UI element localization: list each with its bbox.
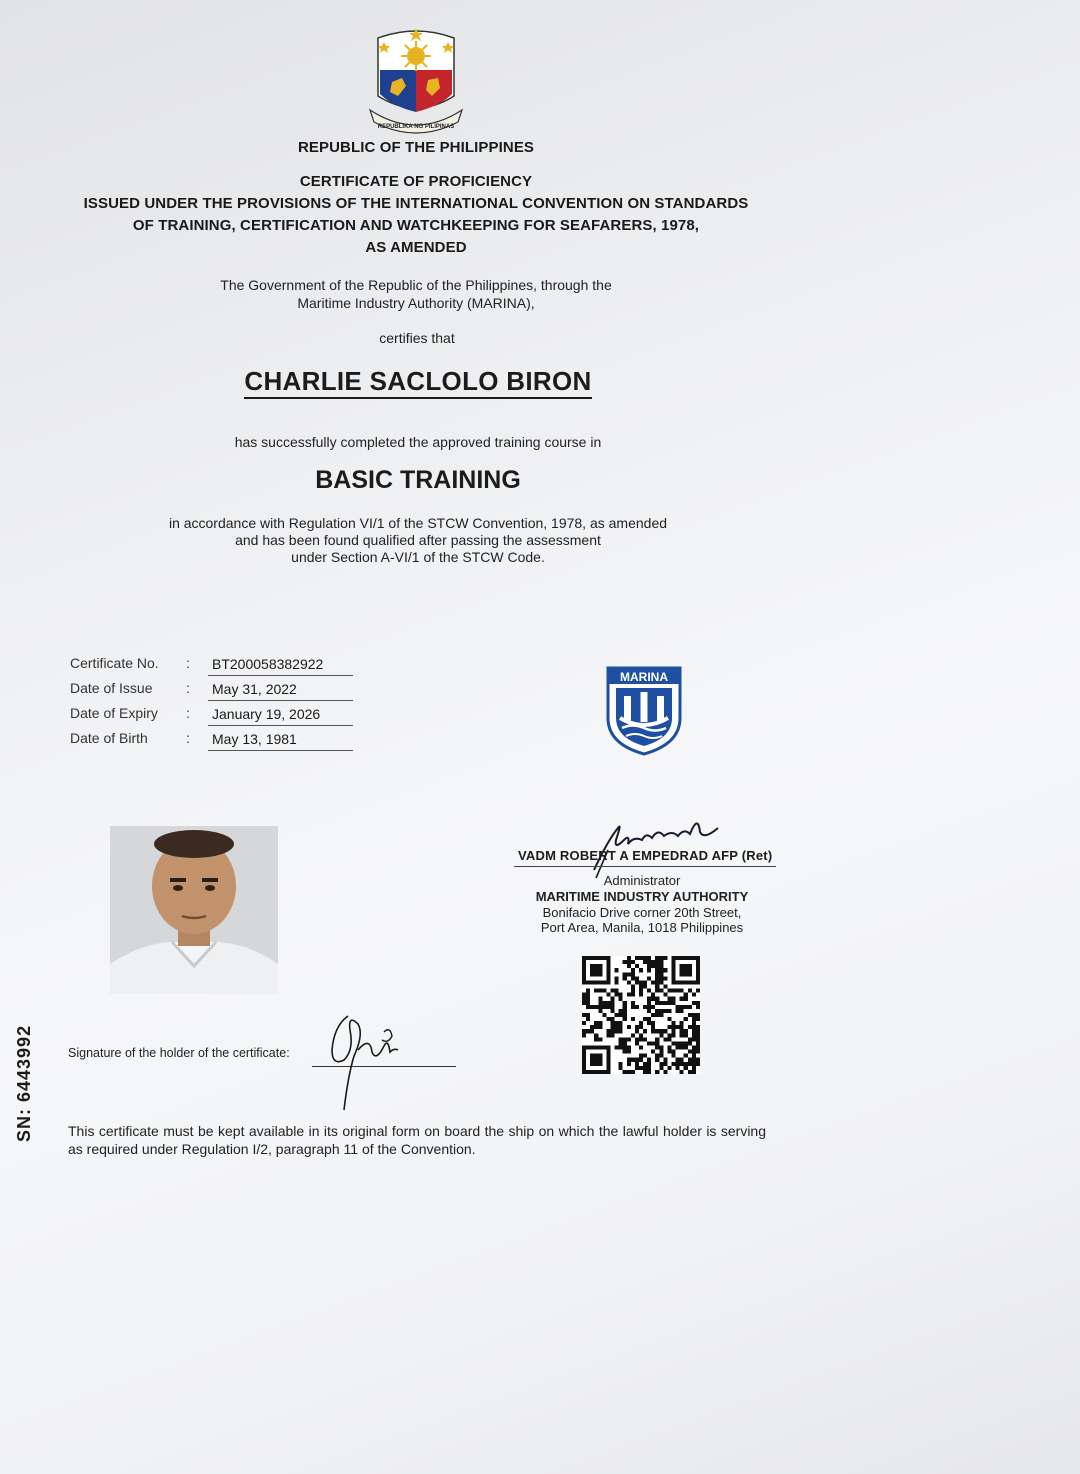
intro-line-1: The Government of the Republic of the Philippines, through the	[220, 277, 612, 293]
regulation-line-2: and has been found qualified after passing the assessment	[235, 532, 601, 548]
certificate-no-value: BT200058382922	[208, 656, 353, 676]
officer-agency: MARITIME INDUSTRY AUTHORITY	[535, 889, 749, 904]
date-of-expiry-label: Date of Expiry	[70, 705, 158, 721]
holder-photo	[110, 826, 278, 994]
republic-title: REPUBLIC OF THE PHILIPPINES	[297, 139, 535, 156]
qr-code-icon	[582, 956, 700, 1074]
officer-signature-line	[514, 866, 776, 867]
seal-ribbon-text: REPUBLIKA NG PILIPINAS	[377, 124, 455, 130]
officer-address-2: Port Area, Manila, 1018 Philippines	[540, 920, 744, 935]
holder-portrait-icon	[110, 826, 278, 994]
field-colon: :	[186, 730, 190, 746]
field-colon: :	[186, 680, 190, 696]
field-colon: :	[186, 655, 190, 671]
completed-text: has successfully completed the approved training course in	[234, 434, 602, 450]
field-colon: :	[186, 705, 190, 721]
officer-signature-icon	[586, 810, 726, 880]
holder-signature-label: Signature of the holder of the certificate:	[68, 1046, 290, 1060]
officer-address-1: Bonifacio Drive corner 20th Street,	[542, 905, 742, 920]
intro-line-2: Maritime Industry Authority (MARINA),	[297, 295, 535, 311]
date-of-issue-value: May 31, 2022	[208, 681, 353, 701]
holder-name	[0, 366, 836, 397]
marina-logo-text: MARINA	[620, 670, 668, 684]
regulation-line-3: under Section A-VI/1 of the STCW Code.	[291, 549, 545, 565]
date-of-issue-label: Date of Issue	[70, 680, 153, 696]
date-of-birth-label: Date of Birth	[70, 730, 148, 746]
marina-shield-logo-icon	[606, 666, 682, 756]
officer-name: VADM ROBERT A EMPEDRAD AFP (Ret)	[518, 848, 773, 863]
course-title: BASIC TRAINING	[315, 466, 521, 494]
issued-line-3: AS AMENDED	[365, 239, 467, 256]
certifies-text: certifies that	[379, 330, 455, 346]
date-of-expiry-value: January 19, 2026	[208, 706, 353, 726]
certificate-type: CERTIFICATE OF PROFICIENCY	[299, 173, 533, 190]
holder-name-text: CHARLIE SACLOLO BIRON	[244, 366, 591, 399]
issued-line-1: ISSUED UNDER THE PROVISIONS OF THE INTERNATIONAL CONVENTION ON STANDARDS	[83, 195, 749, 212]
issued-line-2: OF TRAINING, CERTIFICATION AND WATCHKEEPING FOR SEAFARERS, 1978,	[132, 217, 700, 234]
officer-title: Administrator	[603, 873, 681, 888]
certificate-no-label: Certificate No.	[70, 655, 159, 671]
philippine-coat-of-arms-icon	[362, 22, 470, 140]
serial-number: SN: 6443992	[14, 1024, 34, 1142]
date-of-birth-value: May 13, 1981	[208, 731, 353, 751]
footer-note: This certificate must be kept available in its original form on board the ship on which the lawful holder is serving as required under Regulation I/2, paragraph 11 of the Convention.	[68, 1123, 766, 1157]
holder-signature-icon	[318, 1006, 418, 1118]
regulation-line-1: in accordance with Regulation VI/1 of the STCW Convention, 1978, as amended	[168, 515, 668, 531]
